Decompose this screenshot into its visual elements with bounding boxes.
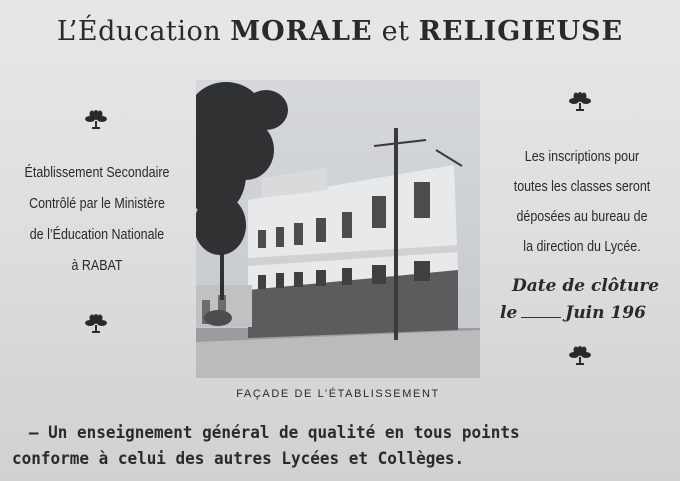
date-blank [521, 303, 561, 318]
fleuron-icon [85, 313, 107, 335]
info-line: toutes les classes seront [513, 179, 651, 195]
closing-prefix: le [500, 303, 518, 323]
page-title [0, 16, 680, 47]
body-paragraph [12, 420, 636, 472]
closing-date [496, 273, 676, 327]
establishment-info [17, 158, 177, 282]
body-line: conforme à celui des autres Lycées et Collèges. [12, 449, 465, 469]
body-line: — Un enseignement général de qualité en tous points [28, 423, 520, 443]
title-part-4: RELIGIEUSE [418, 16, 624, 47]
closing-date-line [496, 300, 676, 327]
info-line: Les inscriptions pour [524, 149, 640, 165]
closing-label: Date de clôture [512, 276, 660, 296]
info-line: Établissement Secondaire [24, 165, 170, 181]
title-part-2: MORALE [230, 16, 373, 47]
registration-info [498, 142, 667, 262]
title-part-1: L’Éducation [56, 16, 222, 47]
facade-photo [196, 80, 480, 378]
fleuron-icon [569, 91, 591, 113]
title-part-3: et [381, 16, 410, 47]
fleuron-icon [569, 345, 591, 367]
info-line: de l’Éducation Nationale [29, 227, 165, 243]
closing-suffix: Juin 196 [565, 303, 646, 323]
info-line: déposées au bureau de [516, 209, 648, 225]
info-line: la direction du Lycée. [523, 239, 641, 255]
photo-caption: FAÇADE DE L’ÉTABLISSEMENT [236, 388, 440, 400]
info-line: Contrôlé par le Ministère [29, 196, 165, 212]
fleuron-icon [85, 109, 107, 131]
info-line: à RABAT [71, 258, 123, 274]
